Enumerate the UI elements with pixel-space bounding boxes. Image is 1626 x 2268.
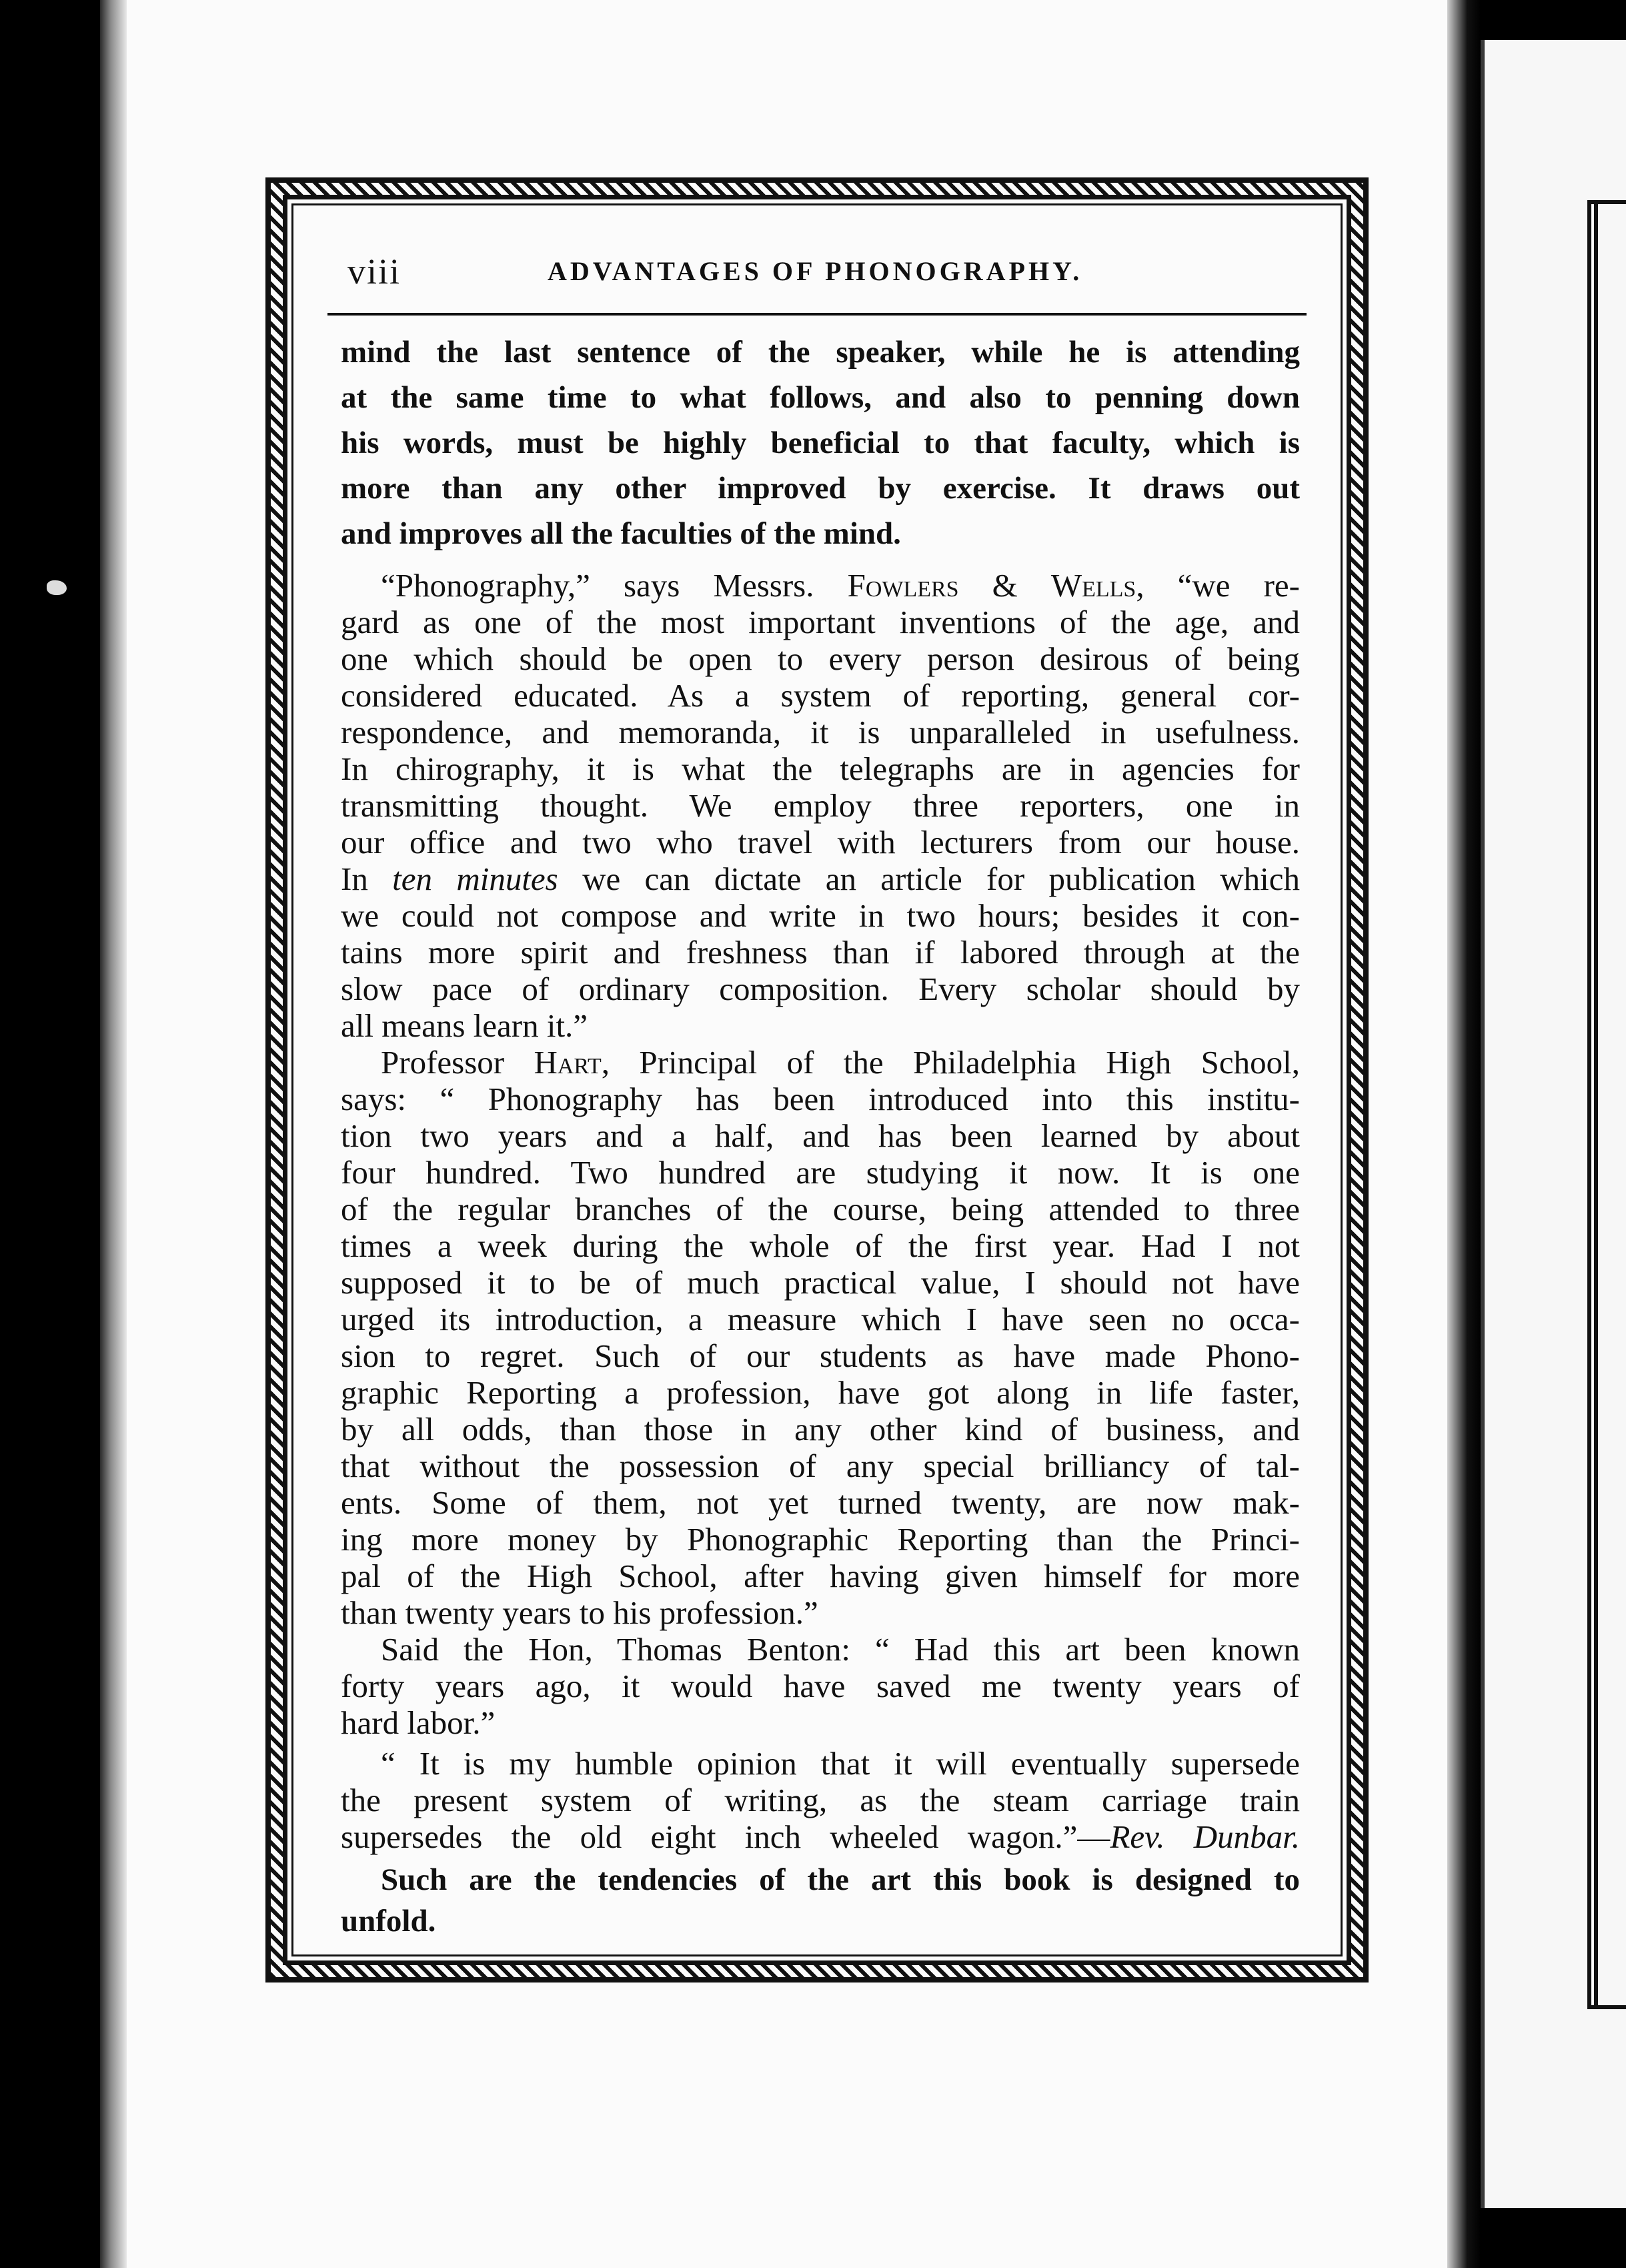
binding-shadow bbox=[100, 0, 127, 2268]
text-line: mind the last sentence of the speaker, while he is attending bbox=[341, 335, 1300, 370]
text-line: we could not compose and write in two hours; besides it con- bbox=[341, 897, 1300, 934]
text-line: times a week during the whole of the first year. Had I not bbox=[341, 1227, 1300, 1264]
text-line: of the regular branches of the course, being attended to three bbox=[341, 1191, 1300, 1227]
text-line: hard labor.” bbox=[341, 1704, 496, 1741]
text-line: unfold. bbox=[341, 1904, 436, 1938]
text-line: more than any other improved by exercise. It draws out bbox=[341, 471, 1300, 506]
text-line: tains more spirit and freshness than if labored through at the bbox=[341, 934, 1300, 971]
text-line: says: “ Phonography has been introduced into this institu- bbox=[341, 1081, 1300, 1117]
text-panel bbox=[283, 195, 1351, 1965]
paragraph bbox=[341, 1859, 1300, 1942]
text-line: ing more money by Phonographic Reporting than the Princi- bbox=[341, 1521, 1300, 1558]
text-line: by all odds, than those in any other kind of business, and bbox=[341, 1411, 1300, 1448]
text-line: considered educated. As a system of reporting, general cor- bbox=[341, 677, 1300, 714]
page-body bbox=[341, 330, 1300, 1942]
text-line: “ It is my humble opinion that it will eventually supersede bbox=[381, 1745, 1300, 1782]
text-line: ents. Some of them, not yet turned twenty, are now mak- bbox=[341, 1484, 1300, 1521]
text-line: all means learn it.” bbox=[341, 1007, 588, 1044]
running-head bbox=[347, 245, 1287, 298]
text-line: sion to regret. Such of our students as have made Phono- bbox=[341, 1337, 1300, 1374]
text-line: supposed it to be of much practical value, I should not have bbox=[341, 1264, 1300, 1301]
paragraph bbox=[341, 1745, 1300, 1855]
text-line: slow pace of ordinary composition. Every scholar should by bbox=[341, 971, 1300, 1007]
page-title: ADVANTAGES OF PHONOGRAPHY. bbox=[548, 256, 1083, 286]
text-line: respondence, and memoranda, it is unparalleled in usefulness. bbox=[341, 714, 1300, 750]
text-line: Said the Hon, Thomas Benton: “ Had this art been known bbox=[381, 1631, 1300, 1668]
text-line: that without the possession of any special brilliancy of tal- bbox=[341, 1448, 1300, 1484]
text-line: “Phonography,” says Messrs. Fowlers & Wells, “we re- bbox=[381, 567, 1300, 604]
text-line: the present system of writing, as the steam carriage train bbox=[341, 1782, 1300, 1818]
paper-blemish bbox=[47, 580, 67, 595]
text-line: pal of the High School, after having given himself for more bbox=[341, 1558, 1300, 1594]
right-page-frame-edge bbox=[1587, 200, 1626, 2009]
text-line: In ten minutes we can dictate an article for publication which bbox=[341, 861, 1300, 897]
text-line: one which should be open to every person desirous of being bbox=[341, 640, 1300, 677]
text-line: urged its introduction, a measure which I have seen no occa- bbox=[341, 1301, 1300, 1337]
text-line: graphic Reporting a profession, have got along in life faster, bbox=[341, 1374, 1300, 1411]
text-line: and improves all the faculties of the mind. bbox=[341, 516, 901, 551]
paragraph bbox=[341, 1044, 1300, 1631]
text-line: tion two years and a half, and has been learned by about bbox=[341, 1117, 1300, 1154]
text-line: supersedes the old eight inch wheeled wagon.”—Rev. Dunbar. bbox=[341, 1818, 1300, 1855]
text-line: In chirography, it is what the telegraphs are in agencies for bbox=[341, 750, 1300, 787]
header-rule bbox=[327, 313, 1307, 316]
page-gutter bbox=[1447, 0, 1481, 2268]
text-line: Professor Hart, Principal of the Philadelphia High School, bbox=[381, 1044, 1300, 1081]
text-line: gard as one of the most important inventions of the age, and bbox=[341, 604, 1300, 640]
text-line: his words, must be highly beneficial to that faculty, which is bbox=[341, 426, 1300, 460]
text-line: our office and two who travel with lecturers from our house. bbox=[341, 824, 1300, 861]
paragraph bbox=[341, 330, 1300, 556]
text-line: forty years ago, it would have saved me twenty years of bbox=[341, 1668, 1300, 1704]
paragraph bbox=[341, 1631, 1300, 1741]
ornamental-border bbox=[265, 177, 1369, 1982]
text-line: at the same time to what follows, and also to penning down bbox=[341, 380, 1300, 415]
page-number: viii bbox=[347, 251, 401, 292]
paragraph bbox=[341, 567, 1300, 1044]
text-line: transmitting thought. We employ three reporters, one in bbox=[341, 787, 1300, 824]
text-line: four hundred. Two hundred are studying it now. It is one bbox=[341, 1154, 1300, 1191]
text-line: Such are the tendencies of the art this book is designed to bbox=[381, 1862, 1300, 1897]
text-line: than twenty years to his profession.” bbox=[341, 1594, 818, 1631]
